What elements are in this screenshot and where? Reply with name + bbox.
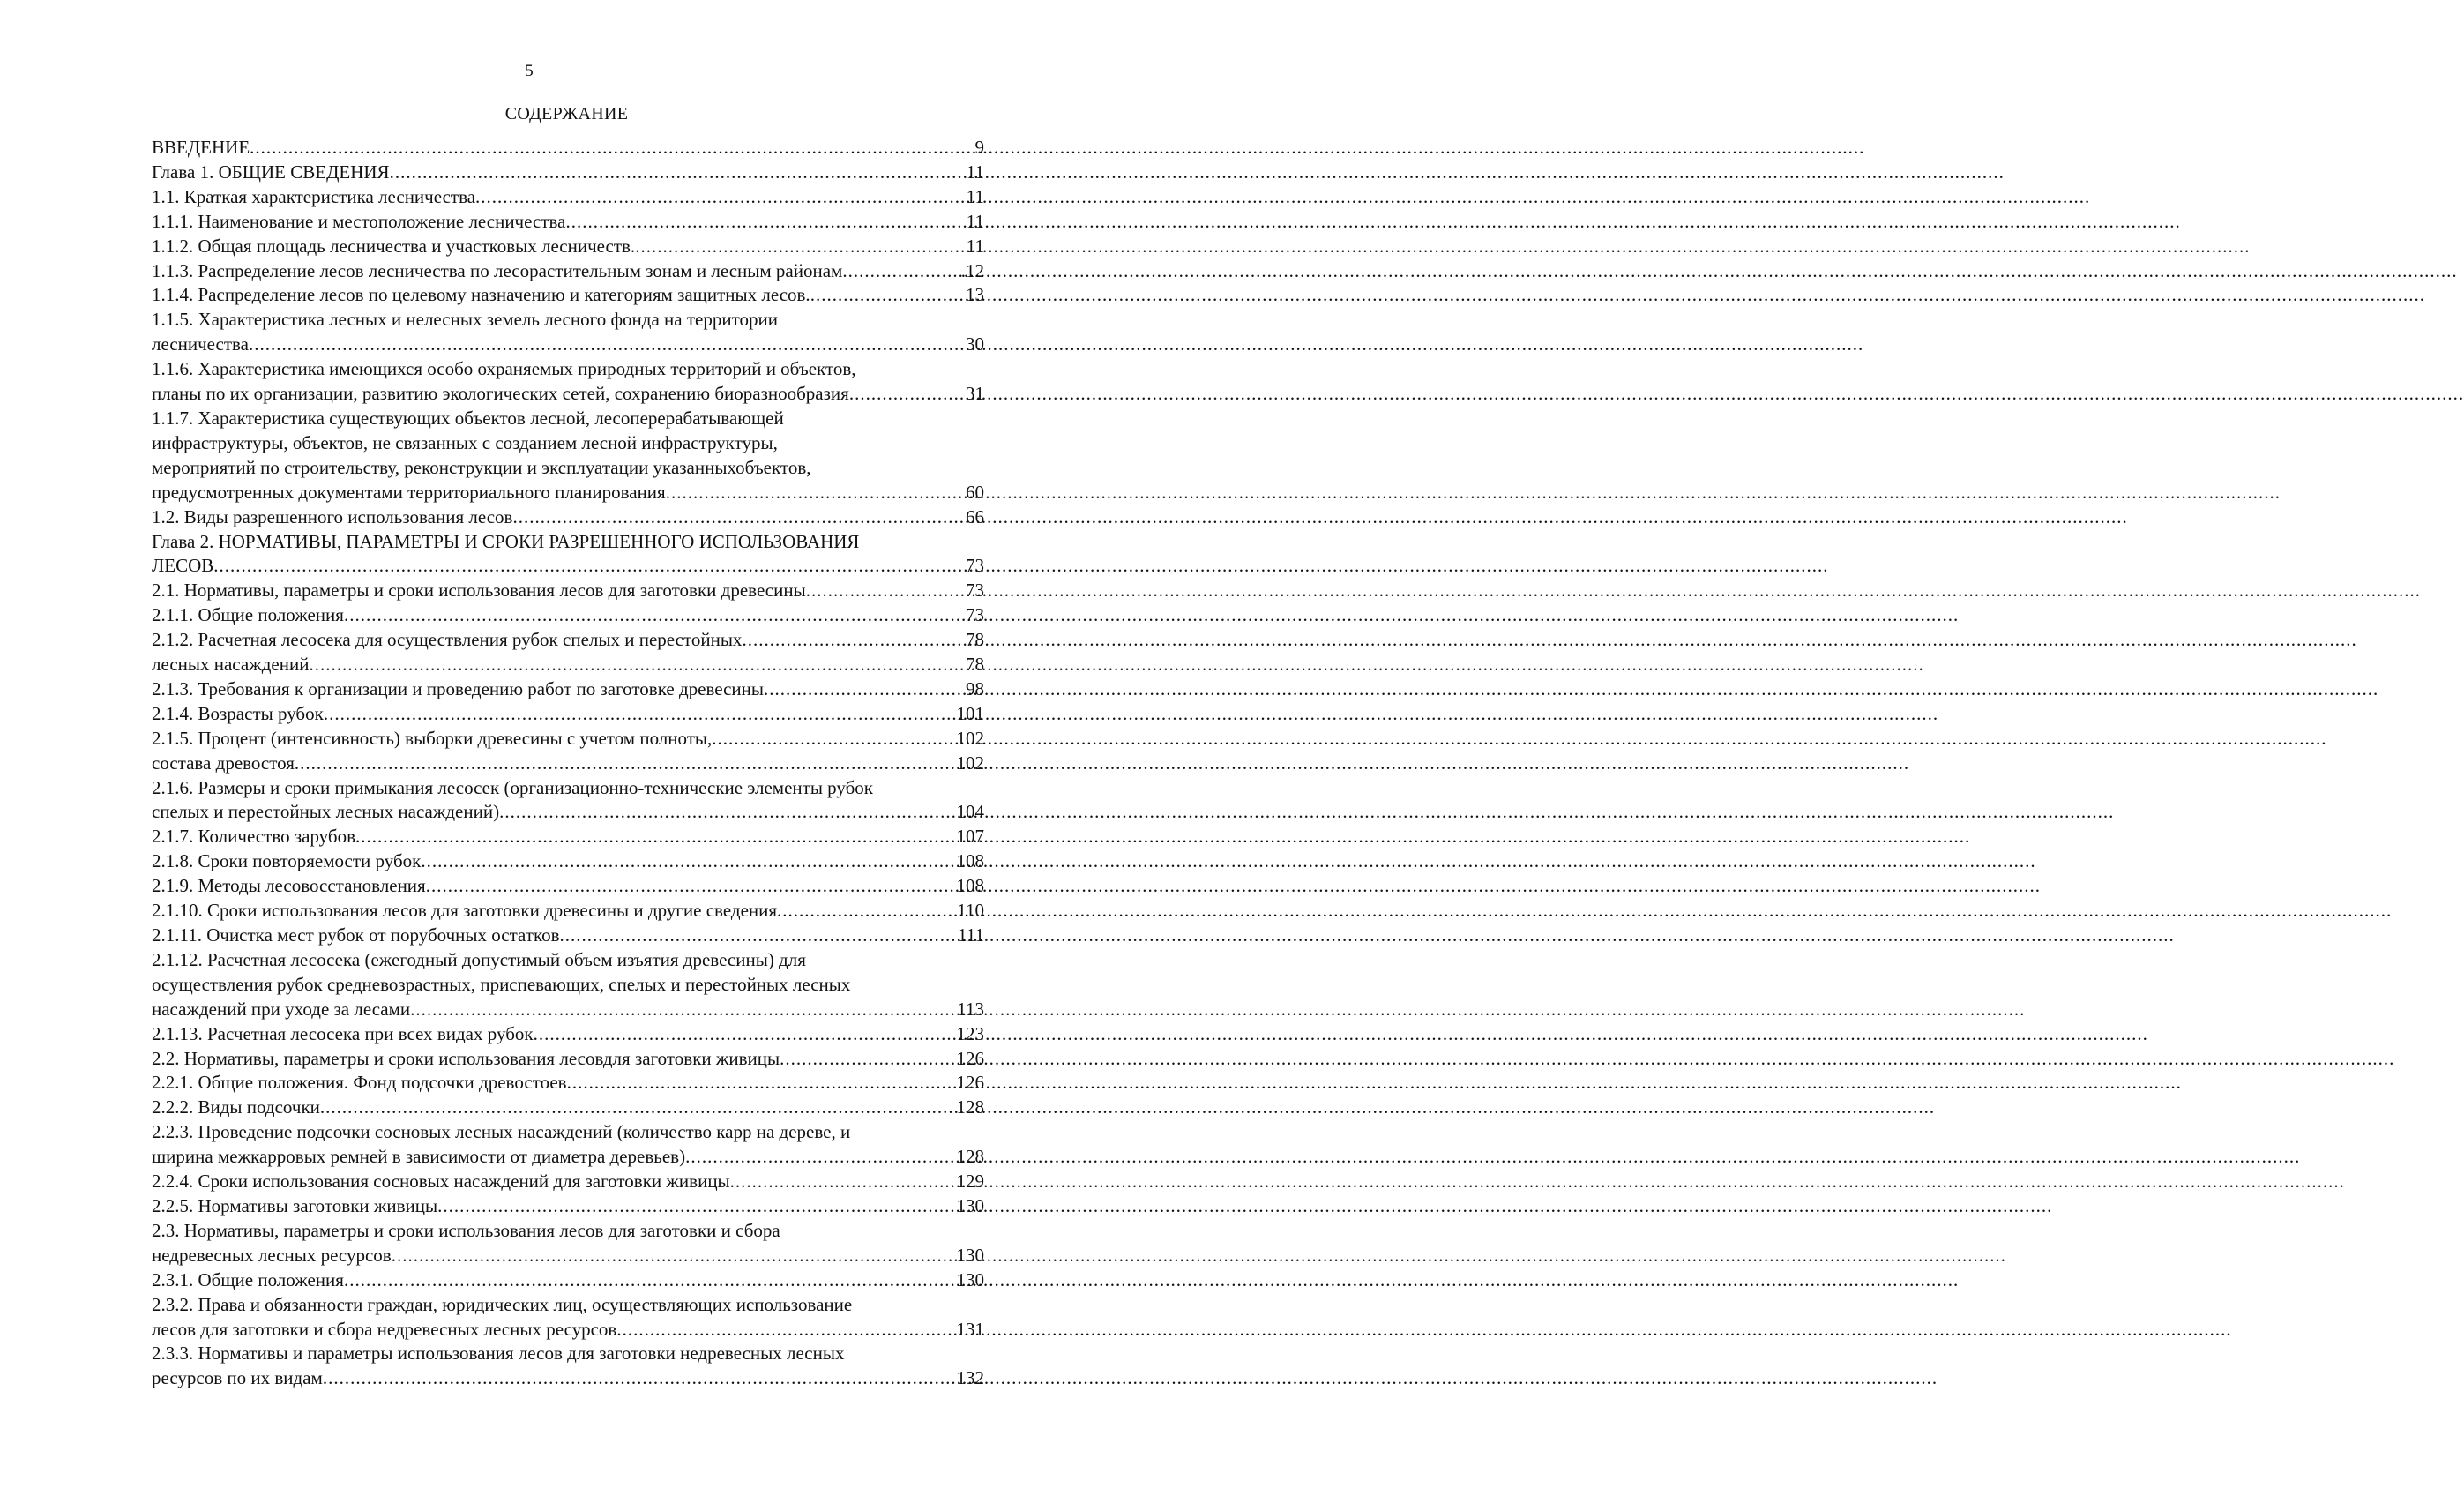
toc-entry-page: 113	[957, 998, 984, 1020]
dot-leader	[213, 554, 966, 579]
dot-leader	[249, 333, 966, 357]
toc-entry[interactable]	[152, 136, 984, 161]
dot-leader	[392, 1244, 957, 1268]
toc-entry-title: 2.1.3. Требования к организации и проведению работ по заготовке древесины	[152, 677, 764, 699]
toc-entry-title: 2.2.5. Нормативы заготовки живицы	[152, 1194, 438, 1216]
toc-entry-title: планы по их организации, развитию экологических сетей, сохранению биоразнообразия	[152, 383, 849, 405]
toc-entry[interactable]	[152, 702, 984, 727]
toc-entry[interactable]	[152, 899, 984, 924]
dot-leader	[764, 677, 966, 702]
toc-entry-line	[152, 1096, 984, 1120]
dot-leader	[806, 579, 966, 603]
toc-entry-line	[152, 603, 984, 628]
dot-leader	[250, 136, 974, 161]
toc-entry-line	[152, 825, 984, 849]
toc-entry-line	[152, 161, 984, 185]
dot-leader	[295, 752, 957, 776]
toc-entry-page: 30	[966, 333, 984, 355]
toc-entry-line	[152, 235, 984, 259]
toc-entry-line	[152, 579, 984, 603]
toc-entry-page: 60	[966, 481, 984, 503]
toc-entry-title: 2.1.5. Процент (интенсивность) выборки древесины с учетом полноты,	[152, 727, 713, 749]
toc-entry-page: 130	[956, 1194, 984, 1216]
toc-entry[interactable]	[152, 407, 984, 505]
toc-entry-title: 2.1.2. Расчетная лесосека для осуществления рубок спелых и перестойных	[152, 629, 743, 651]
toc-entry-line	[152, 653, 984, 677]
toc-entry-page: 108	[956, 850, 984, 872]
toc-entry[interactable]	[152, 874, 984, 899]
dot-leader	[355, 825, 957, 849]
toc-entry-line	[152, 1071, 984, 1096]
toc-entry-page: 123	[956, 1022, 984, 1044]
toc-entry[interactable]	[152, 1219, 984, 1268]
toc-entry-page: 108	[956, 875, 984, 897]
toc-entry-line	[152, 333, 984, 357]
dot-leader	[421, 849, 956, 874]
dot-leader	[437, 1194, 956, 1219]
toc-entry-text-line: 2.1.6. Размеры и сроки примыкания лесосек (организационно-технические элементы рубок	[152, 776, 874, 798]
toc-entry-title: насаждений при уходе за лесами	[152, 998, 411, 1020]
toc-entry-line	[152, 924, 984, 948]
toc-entry[interactable]	[152, 1342, 984, 1391]
toc-entry[interactable]	[152, 776, 984, 826]
dot-leader	[810, 283, 966, 308]
toc-entry-line	[152, 382, 984, 407]
toc-entry-text-line: 1.1.6. Характеристика имеющихся особо охраняемых природных территорий и объектов,	[152, 358, 856, 380]
toc-entry-line	[152, 505, 984, 530]
toc-entry-title: 2.1. Нормативы, параметры и сроки использования лесов для заготовки древесины	[152, 580, 806, 602]
toc-entry-page: 11	[966, 235, 984, 257]
toc-entry-text-line: 1.1.5. Характеристика лесных и нелесных земель лесного фонда на территории	[152, 309, 778, 331]
toc-entry-page: 73	[966, 604, 984, 626]
table-of-contents	[152, 136, 984, 1391]
toc-entry[interactable]	[152, 283, 984, 308]
dot-leader	[499, 800, 956, 825]
toc-entry-title: Глава 1. ОБЩИЕ СВЕДЕНИЯ	[152, 161, 390, 183]
toc-entry-text-line: Глава 2. НОРМАТИВЫ, ПАРАМЕТРЫ И СРОКИ РАЗРЕШЕННОГО ИСПОЛЬЗОВАНИЯ	[152, 530, 860, 552]
toc-entry-page: 110	[957, 900, 984, 922]
toc-entry-title: 2.2.2. Виды подсочки	[152, 1096, 320, 1118]
toc-entry-title: ЛЕСОВ	[152, 555, 214, 577]
toc-entry[interactable]	[152, 1120, 984, 1170]
toc-entry[interactable]	[152, 677, 984, 702]
toc-entry-title: 2.2. Нормативы, параметры и сроки использования лесовдля заготовки живицы	[152, 1047, 780, 1069]
toc-entry[interactable]	[152, 924, 984, 948]
toc-entry[interactable]	[152, 505, 984, 530]
toc-entry-page: 66	[966, 505, 984, 527]
page-number: 5	[525, 62, 534, 80]
dot-leader	[309, 653, 966, 677]
toc-entry[interactable]	[152, 530, 984, 580]
toc-entry-title: спелых и перестойных лесных насаждений)	[152, 801, 500, 823]
toc-entry-line	[152, 283, 984, 308]
toc-entry-line	[152, 1047, 984, 1072]
toc-entry-title: лесных насаждений	[152, 654, 310, 676]
toc-entry-line	[152, 1366, 984, 1391]
toc-entry-page: 130	[956, 1268, 984, 1290]
dot-leader	[426, 874, 957, 899]
toc-entry-title: 2.3.1. Общие положения	[152, 1268, 344, 1290]
toc-entry-page: 11	[966, 210, 984, 232]
toc-entry-page: 73	[966, 580, 984, 602]
toc-entry-page: .12	[960, 259, 984, 281]
toc-entry-title: 1.1.1. Наименование и местоположение лесничества	[152, 210, 566, 232]
toc-entry-page: 126	[956, 1047, 984, 1069]
toc-entry-page: 11	[966, 185, 984, 207]
toc-entry[interactable]	[152, 1293, 984, 1343]
toc-entry-line	[152, 1318, 984, 1343]
toc-entry-title: 2.2.4. Сроки использования сосновых насаждений для заготовки живицы	[152, 1171, 730, 1193]
toc-entry-title: 2.2.1. Общие положения. Фонд подсочки древостоев	[152, 1072, 567, 1094]
toc-entry-line	[152, 1244, 984, 1268]
dot-leader	[320, 1096, 957, 1120]
dot-leader	[730, 1170, 957, 1194]
toc-entry-text-line: 2.1.12. Расчетная лесосека (ежегодный допустимый объем изъятия древесины) для	[152, 948, 806, 970]
dot-leader	[323, 1366, 957, 1391]
toc-entry-title: ресурсов по их видам	[152, 1367, 323, 1389]
toc-entry[interactable]	[152, 603, 984, 628]
toc-entry-title: недревесных лесных ресурсов	[152, 1244, 392, 1266]
toc-entry-page: 104	[956, 801, 984, 823]
dot-leader	[742, 628, 966, 653]
dot-leader	[842, 259, 960, 284]
toc-entry-page: 13	[966, 284, 984, 306]
toc-entry[interactable]	[152, 948, 984, 1022]
toc-entry-line	[152, 481, 984, 505]
toc-entry-line	[152, 1145, 984, 1170]
toc-entry-title: 1.1. Краткая характеристика лесничества	[152, 185, 476, 207]
toc-entry-line	[152, 800, 984, 825]
toc-entry-line	[152, 1170, 984, 1194]
toc-entry-page: 126	[956, 1072, 984, 1094]
toc-entry-page: 111	[958, 924, 984, 946]
dot-leader	[344, 603, 966, 628]
toc-entry-text-line: 2.3.2. Права и обязанности граждан, юридических лиц, осуществляющих использование	[152, 1293, 853, 1315]
dot-leader	[567, 1071, 957, 1096]
toc-entry-page: 132	[956, 1367, 984, 1389]
toc-entry-title: 2.1.11. Очистка мест рубок от порубочных остатков	[152, 924, 560, 946]
toc-entry-title: 2.1.13. Расчетная лесосека при всех видах рубок	[152, 1022, 534, 1044]
toc-entry-page: 128	[956, 1146, 984, 1168]
toc-entry-text-line: 2.2.3. Проведение подсочки сосновых лесных насаждений (количество карр на дереве, и	[152, 1121, 851, 1143]
toc-entry-text-line: 2.3.3. Нормативы и параметры использования лесов для заготовки недревесных лесных	[152, 1343, 845, 1365]
toc-entry-line	[152, 628, 984, 653]
toc-entry[interactable]	[152, 308, 984, 357]
toc-entry-title: состава древостоя	[152, 752, 295, 774]
toc-entry-line	[152, 1268, 984, 1293]
toc-entry[interactable]	[152, 1022, 984, 1047]
toc-entry-text-line: мероприятий по строительству, реконструкции и эксплуатации указанныхобъектов,	[152, 456, 811, 478]
toc-entry-line	[152, 1194, 984, 1219]
toc-entry[interactable]	[152, 628, 984, 653]
toc-entry-line	[152, 136, 984, 161]
toc-entry-page: 102	[956, 752, 984, 774]
dot-leader	[512, 505, 966, 530]
toc-entry-line	[152, 185, 984, 210]
toc-entry-page: 31	[966, 383, 984, 405]
toc-entry-page: 107	[956, 826, 984, 848]
toc-entry-page: 98	[966, 677, 984, 699]
toc-entry-line	[152, 702, 984, 727]
toc-entry-line	[152, 752, 984, 776]
toc-entry-text-line: 2.3. Нормативы, параметры и сроки использования лесов для заготовки и сбора	[152, 1219, 780, 1241]
toc-entry[interactable]	[152, 210, 984, 235]
toc-entry[interactable]	[152, 357, 984, 407]
toc-entry-line	[152, 259, 984, 284]
toc-entry-line	[152, 210, 984, 235]
toc-entry[interactable]	[152, 653, 984, 677]
toc-entry-title: предусмотренных документами территориального планирования	[152, 481, 666, 503]
toc-title: СОДЕРЖАНИЕ	[504, 104, 629, 123]
dot-leader	[666, 481, 966, 505]
toc-entry-line	[152, 677, 984, 702]
toc-entry-page: 73	[966, 555, 984, 577]
toc-entry-title: 1.1.3. Распределение лесов лесничества по лесорастительным зонам и лесным районам	[152, 259, 843, 281]
toc-entry-page: 129	[956, 1171, 984, 1193]
toc-entry[interactable]	[152, 161, 984, 185]
dot-leader	[635, 235, 967, 259]
toc-entry-line	[152, 998, 984, 1022]
toc-entry-title: ширина межкарровых ремней в зависимости от диаметра деревьев)	[152, 1146, 686, 1168]
toc-entry-line	[152, 727, 984, 752]
toc-entry-page: 11	[966, 161, 984, 183]
toc-entry-page: 130	[956, 1244, 984, 1266]
dot-leader	[324, 702, 957, 727]
toc-entry-text-line: осуществления рубок средневозрастных, приспевающих, спелых и перестойных лесных	[152, 973, 851, 995]
toc-entry-title: 2.1.10. Сроки использования лесов для заготовки древесины и другие сведения	[152, 900, 778, 922]
toc-entry-page: 101	[956, 702, 984, 724]
dot-leader	[410, 998, 957, 1022]
toc-entry[interactable]	[152, 1170, 984, 1194]
toc-entry-title: лесов для заготовки и сбора недревесных лесных ресурсов	[152, 1318, 617, 1340]
toc-entry[interactable]	[152, 1268, 984, 1293]
toc-entry-page: 78	[966, 654, 984, 676]
dot-leader	[685, 1145, 956, 1170]
toc-entry[interactable]	[152, 1047, 984, 1072]
toc-entry[interactable]	[152, 259, 984, 284]
dot-leader	[560, 924, 959, 948]
dot-leader	[777, 899, 957, 924]
toc-entry[interactable]	[152, 1071, 984, 1096]
toc-entry[interactable]	[152, 727, 984, 752]
toc-entry-title: 2.1.1. Общие положения	[152, 604, 344, 626]
toc-entry-title: 1.1.2. Общая площадь лесничества и участковых лесничеств.	[152, 235, 636, 257]
toc-entry-line	[152, 874, 984, 899]
dot-leader	[475, 185, 967, 210]
dot-leader	[565, 210, 966, 235]
toc-entry[interactable]	[152, 825, 984, 849]
toc-entry-title: 2.1.4. Возрасты рубок	[152, 702, 324, 724]
dot-leader	[849, 382, 966, 407]
toc-entry-page: 102	[956, 727, 984, 749]
dot-leader	[344, 1268, 957, 1293]
toc-entry[interactable]	[152, 1096, 984, 1120]
toc-entry-page: 9	[974, 137, 984, 158]
toc-entry-title: 2.1.9. Методы лесовосстановления	[152, 875, 426, 897]
toc-entry-text-line: инфраструктуры, объектов, не связанных с созданием лесной инфраструктуры,	[152, 431, 778, 453]
toc-entry-title: 2.1.7. Количество зарубов	[152, 826, 355, 848]
dot-leader	[390, 161, 967, 185]
toc-entry-title: 1.2. Виды разрешенного использования лесов	[152, 505, 513, 527]
toc-entry[interactable]	[152, 579, 984, 603]
dot-leader	[534, 1022, 957, 1047]
toc-entry[interactable]	[152, 752, 984, 776]
dot-leader	[616, 1318, 956, 1343]
toc-entry[interactable]	[152, 849, 984, 874]
toc-entry-title: 1.1.4. Распределение лесов по целевому назначению и категориям защитных лесов.	[152, 284, 810, 306]
toc-entry[interactable]	[152, 1194, 984, 1219]
toc-entry[interactable]	[152, 185, 984, 210]
toc-entry-line	[152, 899, 984, 924]
toc-entry-page: 131	[956, 1318, 984, 1340]
toc-entry-page: 128	[956, 1096, 984, 1118]
dot-leader	[712, 727, 956, 752]
toc-entry-title: ВВЕДЕНИЕ	[152, 137, 250, 158]
toc-entry-text-line: 1.1.7. Характеристика существующих объектов лесной, лесоперерабатывающей	[152, 407, 784, 429]
toc-entry-line	[152, 1022, 984, 1047]
toc-entry-title: 2.1.8. Сроки повторяемости рубок	[152, 850, 422, 872]
toc-entry-line	[152, 554, 984, 579]
toc-entry-title: лесничества	[152, 333, 249, 355]
toc-entry[interactable]	[152, 235, 984, 259]
toc-entry-page: 78	[966, 629, 984, 651]
dot-leader	[780, 1047, 956, 1072]
toc-entry-line	[152, 849, 984, 874]
